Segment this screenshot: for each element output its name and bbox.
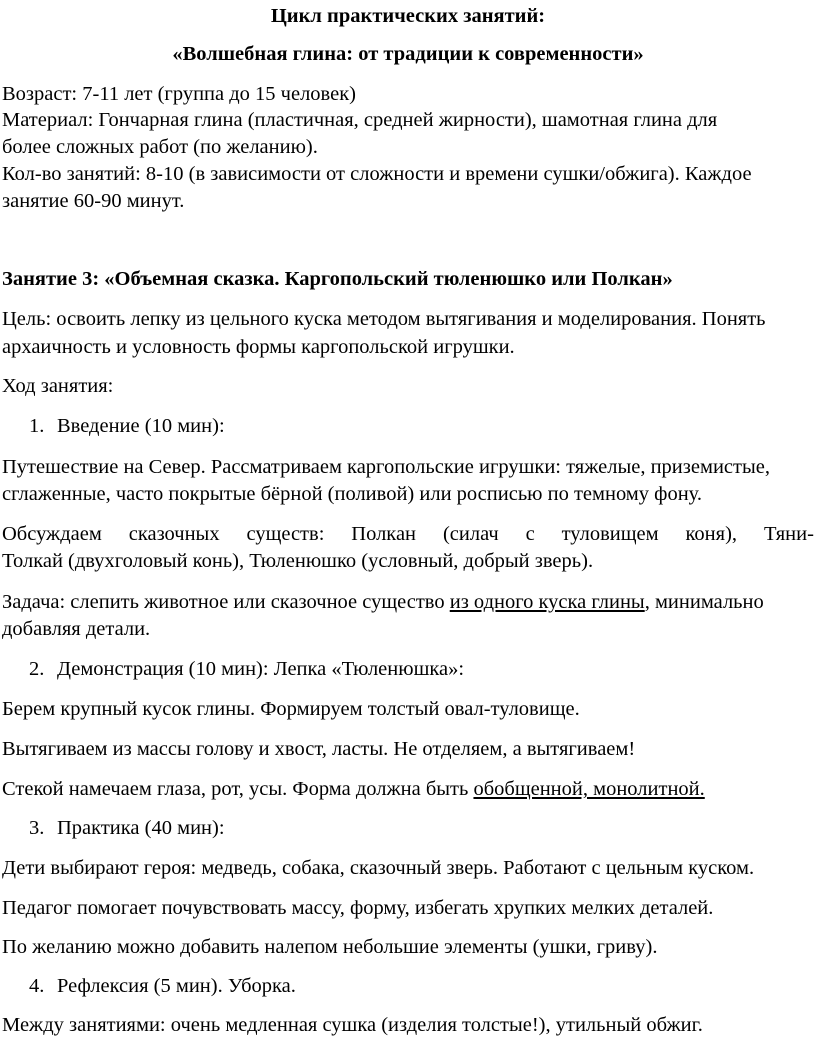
step-1-number: 1. bbox=[29, 415, 45, 437]
task-text: Задача: слепить животное или сказочное существо bbox=[2, 591, 450, 613]
step-2-number: 2. bbox=[29, 658, 45, 680]
page-title: Цикл практических занятий: bbox=[270, 5, 546, 27]
practice-line-1: Дети выбирают героя: медведь, собака, сказочный зверь. Работают с цельным куском. bbox=[2, 857, 755, 879]
material-line-1: Материал: Гончарная глина (пластичная, средней жирности), шамотная глина для bbox=[2, 109, 718, 131]
task-underlined: из одного куска глины bbox=[449, 591, 645, 613]
age-line: Возраст: 7-11 лет (группа до 15 человек) bbox=[2, 83, 356, 105]
demo-underlined: обобщенной, монолитной. bbox=[473, 778, 705, 800]
footer-note: Между занятиями: очень медленная сушка (изделия толстые!), утильный обжиг. bbox=[2, 1014, 703, 1036]
discuss-word: туловищем bbox=[561, 523, 659, 545]
discuss-word: сказочных bbox=[128, 523, 220, 545]
demo-line-2: Вытягиваем из массы голову и хвост, ласты. Не отделяем, а вытягиваем! bbox=[2, 738, 636, 760]
goal-line-1: Цель: освоить лепку из цельного куска методом вытягивания и моделирования. Понять bbox=[2, 308, 766, 330]
material-line-2: более сложных работ (по желанию). bbox=[2, 136, 318, 158]
task-line-1 bbox=[2, 589, 764, 615]
practice-line-3: По желанию можно добавить налепом небольшие элементы (ушки, гриву). bbox=[2, 936, 658, 958]
step-2-title: Демонстрация (10 мин): Лепка «Тюленюшка»: bbox=[57, 658, 465, 680]
intro-line-1: Путешествие на Север. Рассматриваем каргопольские игрушки: тяжелые, приземистые, bbox=[2, 456, 770, 478]
discuss-word: Тяни- bbox=[763, 523, 814, 545]
discuss-word: Обсуждаем bbox=[2, 523, 102, 545]
demo-line-1: Берем крупный кусок глины. Формируем толстый овал-туловище. bbox=[2, 698, 580, 720]
task-text-end: , минимально bbox=[644, 591, 764, 613]
intro-line-2: сглаженные, часто покрытые бёрной (поливой) или росписью по темному фону. bbox=[2, 483, 702, 505]
progress-label: Ход занятия: bbox=[2, 375, 114, 397]
task-line-2: добавляя детали. bbox=[2, 618, 151, 640]
discuss-word: существ: bbox=[246, 523, 325, 545]
step-3-title: Практика (40 мин): bbox=[57, 817, 225, 839]
discuss-word: коня), bbox=[685, 523, 738, 545]
discuss-word: Полкан bbox=[351, 523, 417, 545]
step-4-title: Рефлексия (5 мин). Уборка. bbox=[57, 975, 296, 997]
demo-text: Стекой намечаем глаза, рот, усы. Форма должна быть bbox=[2, 778, 474, 800]
step-1-title: Введение (10 мин): bbox=[57, 415, 225, 437]
goal-line-2: архаичность и условность формы каргопольской игрушки. bbox=[2, 336, 515, 358]
lesson-heading: Занятие 3: «Объемная сказка. Каргопольский тюленюшко или Полкан» bbox=[2, 268, 673, 290]
discuss-word: с bbox=[525, 523, 535, 545]
discuss-line-2: Толкай (двухголовый конь), Тюленюшко (условный, добрый зверь). bbox=[2, 550, 594, 572]
step-4-number: 4. bbox=[29, 975, 45, 997]
demo-line-3 bbox=[2, 776, 705, 802]
page-subtitle: «Волшебная глина: от традиции к современности» bbox=[172, 43, 644, 65]
discuss-word: (силач bbox=[442, 523, 499, 545]
count-line-2: занятие 60-90 минут. bbox=[2, 190, 185, 212]
count-line-1: Кол-во занятий: 8-10 (в зависимости от сложности и времени сушки/обжига). Каждое bbox=[2, 163, 752, 185]
discuss-line-1 bbox=[2, 521, 814, 547]
practice-line-2: Педагог помогает почувствовать массу, форму, избегать хрупких мелких деталей. bbox=[2, 897, 714, 919]
step-3-number: 3. bbox=[29, 817, 45, 839]
